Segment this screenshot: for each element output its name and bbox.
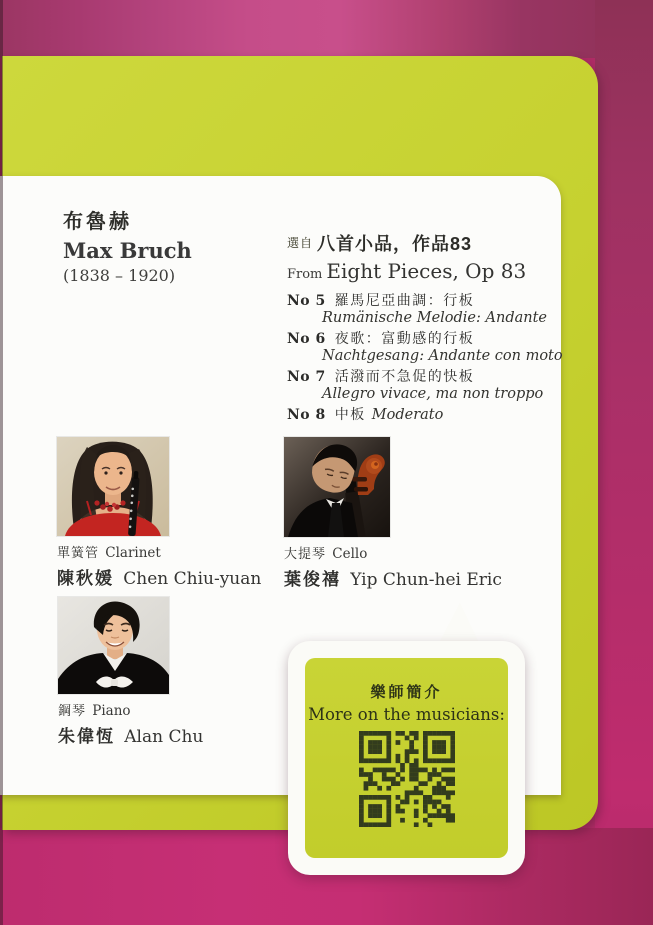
qr-callout-title-english: More on the musicians: [308,705,505,724]
movement-item [287,406,552,424]
movement-title-original: Moderato [371,407,444,423]
movement-item [287,368,552,402]
movement-title-chinese: 羅馬尼亞曲調：行板 [334,292,475,308]
movement-list [287,292,563,428]
movement-title-original: Rumänische Melodie: Andante [322,310,547,326]
cellist-photo [284,437,390,537]
qr-callout-bubble [288,641,525,875]
movement-item [287,330,563,364]
composer-years: (1838 – 1920) [63,266,176,286]
musician-name-english: Yip Chun-hei Eric [350,570,502,590]
instrument-english: Clarinet [105,545,161,561]
pianist-photo [58,597,169,694]
movement-title-chinese: 夜歌：富動感的行板 [334,330,475,346]
movement-title-original: Nachtgesang: Andante con moto [322,348,563,364]
musician-name [284,565,502,590]
movement-number: No 6 [287,331,326,347]
composer-name-chinese: 布魯赫 [63,211,132,233]
instrument-chinese: 鋼琴 [58,703,87,718]
qr-code [359,731,455,827]
musician-instrument [58,700,203,719]
instrument-chinese: 單簧管 [57,545,100,560]
work-title-chinese: 八首小品，作品83 [317,234,473,254]
movement-item [287,292,552,326]
background-top-band [0,0,653,58]
composer-block [63,210,192,286]
qr-callout-inner [305,658,508,858]
musician-card-cello [284,437,502,590]
musician-name [57,564,261,589]
qr-callout-title-chinese: 樂師簡介 [370,684,443,701]
musician-name [58,722,203,747]
movement-title-chinese: 活潑而不急促的快板 [334,368,475,384]
clarinetist-photo [57,437,169,536]
musician-name-english: Alan Chu [124,727,204,747]
work-from-english: From [287,267,323,282]
instrument-english: Cello [332,546,368,562]
musician-instrument [57,542,261,561]
composer-name-english: Max Bruch [63,238,192,263]
movement-title-chinese: 中板 [334,406,366,422]
musician-name-chinese: 朱偉恆 [58,727,115,746]
movement-title-original: Allegro vivace, ma non troppo [322,386,544,402]
work-title-line-english [287,259,526,283]
work-title-english: Eight Pieces, Op 83 [326,259,527,283]
instrument-chinese: 大提琴 [284,546,327,561]
musician-name-chinese: 葉俊禧 [284,570,341,589]
movement-number: No 7 [287,369,326,385]
movement-number: No 8 [287,407,326,423]
movement-number: No 5 [287,293,326,309]
work-from-chinese: 選自 [287,236,314,250]
musician-card-piano [58,597,203,747]
musician-name-chinese: 陳秋媛 [57,569,114,588]
work-title-line-chinese [287,230,526,256]
musician-instrument [284,543,502,562]
scan-edge-artifact [0,0,3,925]
musician-card-clarinet [57,437,261,589]
work-title-block [287,230,526,283]
instrument-english: Piano [92,703,131,719]
background-right-strip [595,0,653,925]
musician-name-english: Chen Chiu-yuan [123,569,262,589]
